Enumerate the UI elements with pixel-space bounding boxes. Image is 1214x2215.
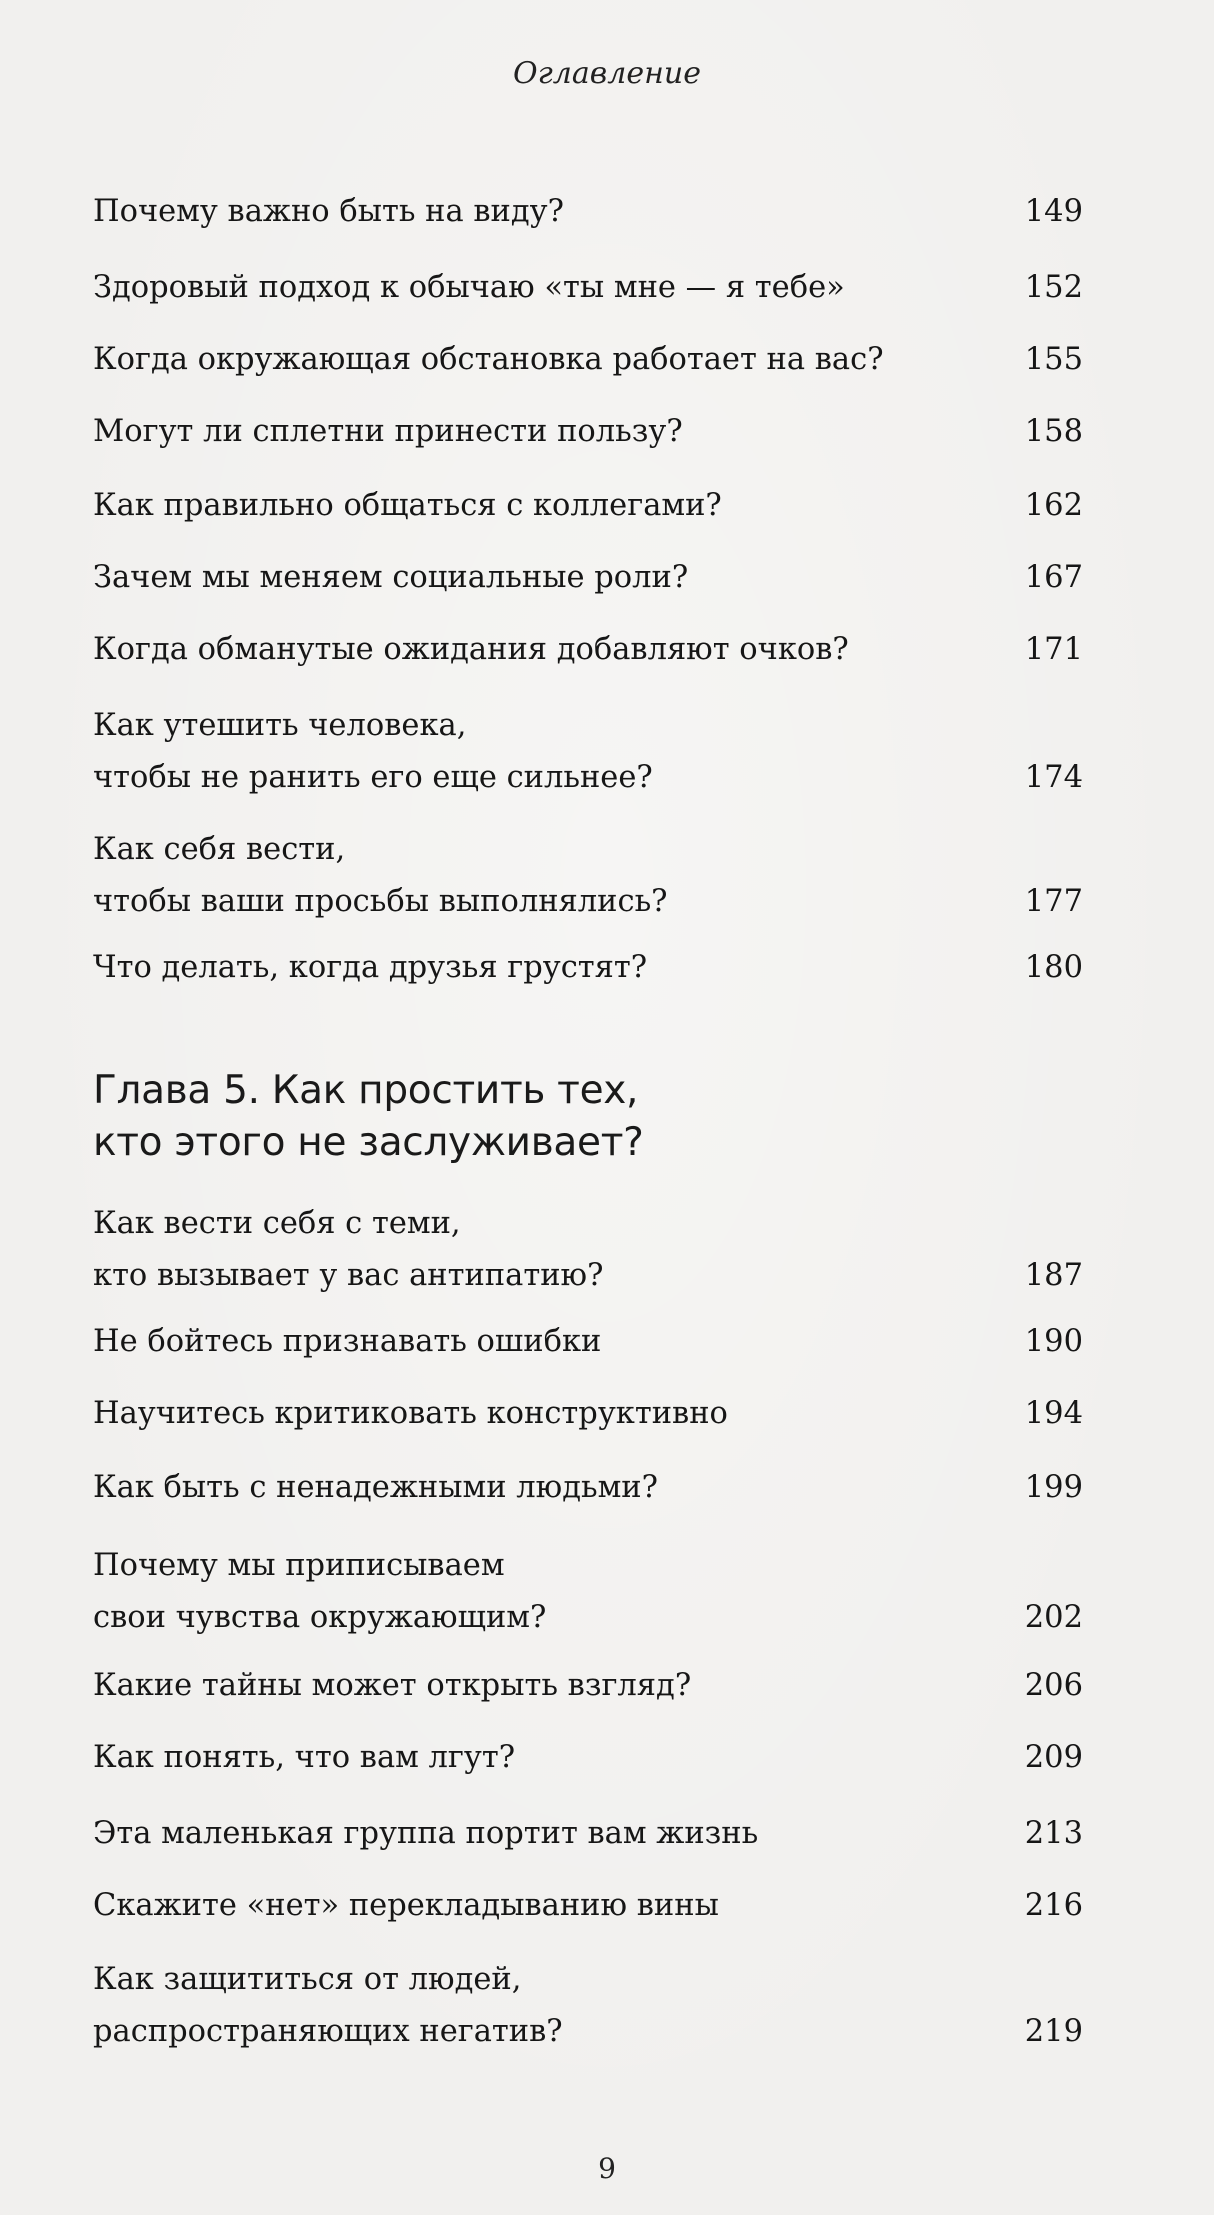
chapter-title-line: кто этого не заслуживает? bbox=[93, 1120, 644, 1165]
toc-entry-title: Как утешить человека, bbox=[93, 708, 467, 743]
toc-entry-page: 194 bbox=[1024, 1396, 1083, 1431]
toc-entry bbox=[93, 186, 1083, 238]
toc-entry bbox=[93, 1808, 1083, 1860]
chapter-title-line: Глава 5. Как простить тех, bbox=[93, 1068, 639, 1113]
toc-entry-title: распространяющих негатив? bbox=[93, 2014, 563, 2049]
toc-entry-page: 149 bbox=[1024, 194, 1083, 229]
toc-entry-title: Как понять, что вам лгут? bbox=[93, 1740, 516, 1775]
toc-entry bbox=[93, 334, 1083, 386]
toc-entry-page: 152 bbox=[1024, 270, 1083, 305]
toc-entry-page: 167 bbox=[1024, 560, 1083, 595]
toc-entry-page: 213 bbox=[1024, 1816, 1083, 1851]
toc-entry-title: Как быть с ненадежными людьми? bbox=[93, 1470, 658, 1505]
toc-entry-page: 171 bbox=[1024, 632, 1083, 667]
toc-entry-page: 216 bbox=[1024, 1888, 1083, 1923]
toc-entry-title: Как вести себя с теми, bbox=[93, 1206, 461, 1241]
toc-entry bbox=[93, 1198, 1083, 1302]
toc-entry-page: 180 bbox=[1024, 950, 1083, 985]
toc-entry bbox=[93, 700, 1083, 804]
page-number: 9 bbox=[598, 2152, 616, 2185]
chapter-title bbox=[93, 1065, 1083, 1169]
toc-entry-page: 199 bbox=[1024, 1470, 1083, 1505]
toc-entry bbox=[93, 552, 1083, 604]
toc-entry-title: свои чувства окружающим? bbox=[93, 1600, 547, 1635]
toc-entry-title: кто вызывает у вас антипатию? bbox=[93, 1258, 604, 1293]
toc-entry-page: 162 bbox=[1024, 488, 1083, 523]
toc-entry bbox=[93, 1388, 1083, 1440]
toc-entry-page: 174 bbox=[1024, 760, 1083, 795]
toc-entry-title: Какие тайны может открыть взгляд? bbox=[93, 1668, 692, 1703]
toc-entry-page: 190 bbox=[1024, 1324, 1083, 1359]
toc-entry-title: Научитесь критиковать конструктивно bbox=[93, 1396, 728, 1431]
toc-entry-title: Как себя вести, bbox=[93, 832, 346, 867]
toc-entry-title: Зачем мы меняем социальные роли? bbox=[93, 560, 689, 595]
toc-entry-title: Здоровый подход к обычаю «ты мне — я тебе» bbox=[93, 270, 845, 305]
toc-entry-title: Когда обманутые ожидания добавляют очков? bbox=[93, 632, 849, 667]
toc-entry bbox=[93, 1540, 1083, 1644]
toc-entry bbox=[93, 480, 1083, 532]
toc-entry bbox=[93, 262, 1083, 314]
toc-entry bbox=[93, 1462, 1083, 1514]
toc-entry bbox=[93, 406, 1083, 458]
toc-entry-page: 158 bbox=[1024, 414, 1083, 449]
toc-entry-title: Скажите «нет» перекладыванию вины bbox=[93, 1888, 719, 1923]
toc-entry-title: Эта маленькая группа портит вам жизнь bbox=[93, 1816, 759, 1851]
toc-entry-title: Как защититься от людей, bbox=[93, 1962, 522, 1997]
toc-entry-title: Когда окружающая обстановка работает на вас? bbox=[93, 342, 884, 377]
toc-entry-title: чтобы ваши просьбы выполнялись? bbox=[93, 884, 668, 919]
toc-entry-title: Как правильно общаться с коллегами? bbox=[93, 488, 722, 523]
toc-entry-page: 206 bbox=[1024, 1668, 1083, 1703]
toc-entry bbox=[93, 824, 1083, 928]
toc-entry bbox=[93, 1880, 1083, 1932]
toc-entry bbox=[93, 942, 1083, 994]
toc-entry-title: Могут ли сплетни принести пользу? bbox=[93, 414, 683, 449]
toc-entry-title: Не бойтесь признавать ошибки bbox=[93, 1324, 602, 1359]
toc-entry-page: 155 bbox=[1024, 342, 1083, 377]
toc-entry-page: 177 bbox=[1024, 884, 1083, 919]
toc-entry bbox=[93, 1660, 1083, 1712]
toc-entry-title: Почему мы приписываем bbox=[93, 1548, 505, 1583]
toc-entry-title: чтобы не ранить его еще сильнее? bbox=[93, 760, 653, 795]
running-head: Оглавление bbox=[513, 56, 701, 91]
toc-entry-page: 202 bbox=[1024, 1600, 1083, 1635]
toc-entry-page: 209 bbox=[1024, 1740, 1083, 1775]
toc-entry bbox=[93, 1732, 1083, 1784]
toc-entry bbox=[93, 1954, 1083, 2058]
toc-entry-page: 187 bbox=[1024, 1258, 1083, 1293]
toc-entry-title: Что делать, когда друзья грустят? bbox=[93, 950, 648, 985]
toc-entry-page: 219 bbox=[1024, 2014, 1083, 2049]
toc-entry bbox=[93, 1316, 1083, 1368]
toc-entry bbox=[93, 624, 1083, 676]
toc-entry-title: Почему важно быть на виду? bbox=[93, 194, 564, 229]
